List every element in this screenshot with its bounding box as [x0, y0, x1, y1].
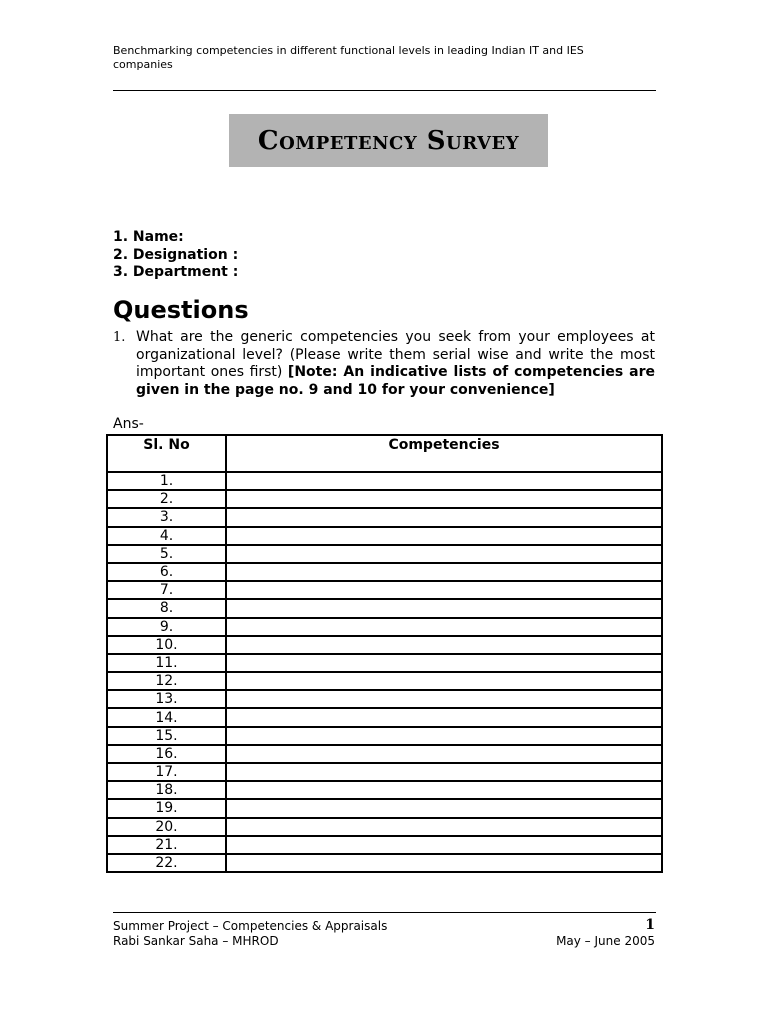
table-header-row — [107, 435, 662, 472]
footer-left — [113, 919, 387, 949]
serial-number-cell: 20. — [107, 818, 226, 836]
table-row — [107, 799, 662, 817]
table-row — [107, 581, 662, 599]
table-row — [107, 508, 662, 526]
competency-entry-cell[interactable] — [226, 727, 662, 745]
competency-entry-cell[interactable] — [226, 581, 662, 599]
table-row — [107, 836, 662, 854]
respondent-fields — [113, 229, 238, 282]
serial-number-cell: 13. — [107, 690, 226, 708]
running-header: Benchmarking competencies in different functional levels in leading Indian IT and IES companies — [113, 44, 584, 71]
table-row — [107, 727, 662, 745]
answer-label: Ans- — [113, 416, 144, 432]
footer-divider — [113, 912, 656, 913]
questions-heading: Questions — [113, 296, 249, 324]
question-1-number: 1. — [113, 330, 126, 345]
serial-number-cell: 6. — [107, 563, 226, 581]
serial-number-cell: 12. — [107, 672, 226, 690]
competency-entry-cell[interactable] — [226, 472, 662, 490]
serial-number-cell: 17. — [107, 763, 226, 781]
footer-author: Rabi Sankar Saha – MHROD — [113, 934, 279, 948]
competency-entry-cell[interactable] — [226, 854, 662, 872]
serial-number-cell: 10. — [107, 636, 226, 654]
question-1-note: [Note: An indicative lists of competencies are given in the page no. 9 and 10 for your convenience] — [136, 364, 656, 398]
title-banner — [229, 114, 548, 167]
competency-entry-cell[interactable] — [226, 636, 662, 654]
competency-entry-cell[interactable] — [226, 781, 662, 799]
competency-entry-cell[interactable] — [226, 672, 662, 690]
competency-entry-cell[interactable] — [226, 545, 662, 563]
question-1-body — [136, 329, 655, 399]
competency-entry-cell[interactable] — [226, 563, 662, 581]
table-row — [107, 563, 662, 581]
table-row — [107, 818, 662, 836]
competency-entry-cell[interactable] — [226, 836, 662, 854]
serial-number-cell: 7. — [107, 581, 226, 599]
competencies-table — [106, 434, 663, 873]
serial-number-cell: 18. — [107, 781, 226, 799]
table-row — [107, 472, 662, 490]
serial-number-cell: 16. — [107, 745, 226, 763]
competency-entry-cell[interactable] — [226, 527, 662, 545]
serial-number-cell: 3. — [107, 508, 226, 526]
table-row — [107, 636, 662, 654]
competency-entry-cell[interactable] — [226, 654, 662, 672]
question-1-text: What are the generic competencies you seek from your employees at organizational level? (Please write them serial wise and write the most important ones first) — [136, 329, 655, 380]
serial-number-cell: 2. — [107, 490, 226, 508]
field-department-label: 3. Department : — [113, 264, 239, 280]
table-row — [107, 781, 662, 799]
competency-entry-cell[interactable] — [226, 690, 662, 708]
serial-number-cell: 14. — [107, 708, 226, 726]
competency-entry-cell[interactable] — [226, 618, 662, 636]
table-row — [107, 763, 662, 781]
competency-entry-cell[interactable] — [226, 490, 662, 508]
field-designation-label: 2. Designation : — [113, 246, 239, 263]
table-row — [107, 545, 662, 563]
serial-number-cell: 15. — [107, 727, 226, 745]
table-row — [107, 854, 662, 872]
serial-number-cell: 9. — [107, 618, 226, 636]
competencies-table-body — [107, 472, 662, 872]
table-row — [107, 599, 662, 617]
competency-entry-cell[interactable] — [226, 818, 662, 836]
column-header-competencies: Competencies — [226, 435, 662, 472]
footer-right — [556, 917, 655, 949]
table-row — [107, 654, 662, 672]
serial-number-cell: 8. — [107, 599, 226, 617]
field-name-label: 1. Name: — [113, 229, 184, 245]
table-row — [107, 745, 662, 763]
table-row — [107, 527, 662, 545]
footer-project-title: Summer Project – Competencies & Appraisals — [113, 919, 388, 933]
page-number: 1 — [645, 917, 655, 933]
competency-entry-cell[interactable] — [226, 708, 662, 726]
question-1 — [113, 329, 655, 399]
competency-entry-cell[interactable] — [226, 799, 662, 817]
serial-number-cell: 4. — [107, 527, 226, 545]
serial-number-cell: 22. — [107, 854, 226, 872]
serial-number-cell: 1. — [107, 472, 226, 490]
table-row — [107, 690, 662, 708]
header-divider — [113, 90, 656, 91]
serial-number-cell: 21. — [107, 836, 226, 854]
competency-entry-cell[interactable] — [226, 745, 662, 763]
table-row — [107, 490, 662, 508]
serial-number-cell: 5. — [107, 545, 226, 563]
table-row — [107, 618, 662, 636]
competency-entry-cell[interactable] — [226, 599, 662, 617]
footer-date: May – June 2005 — [556, 934, 655, 948]
table-row — [107, 708, 662, 726]
document-title: Competency Survey — [257, 125, 520, 156]
competency-entry-cell[interactable] — [226, 508, 662, 526]
column-header-sl-no: Sl. No — [107, 435, 226, 472]
table-row — [107, 672, 662, 690]
serial-number-cell: 19. — [107, 799, 226, 817]
serial-number-cell: 11. — [107, 654, 226, 672]
competency-entry-cell[interactable] — [226, 763, 662, 781]
